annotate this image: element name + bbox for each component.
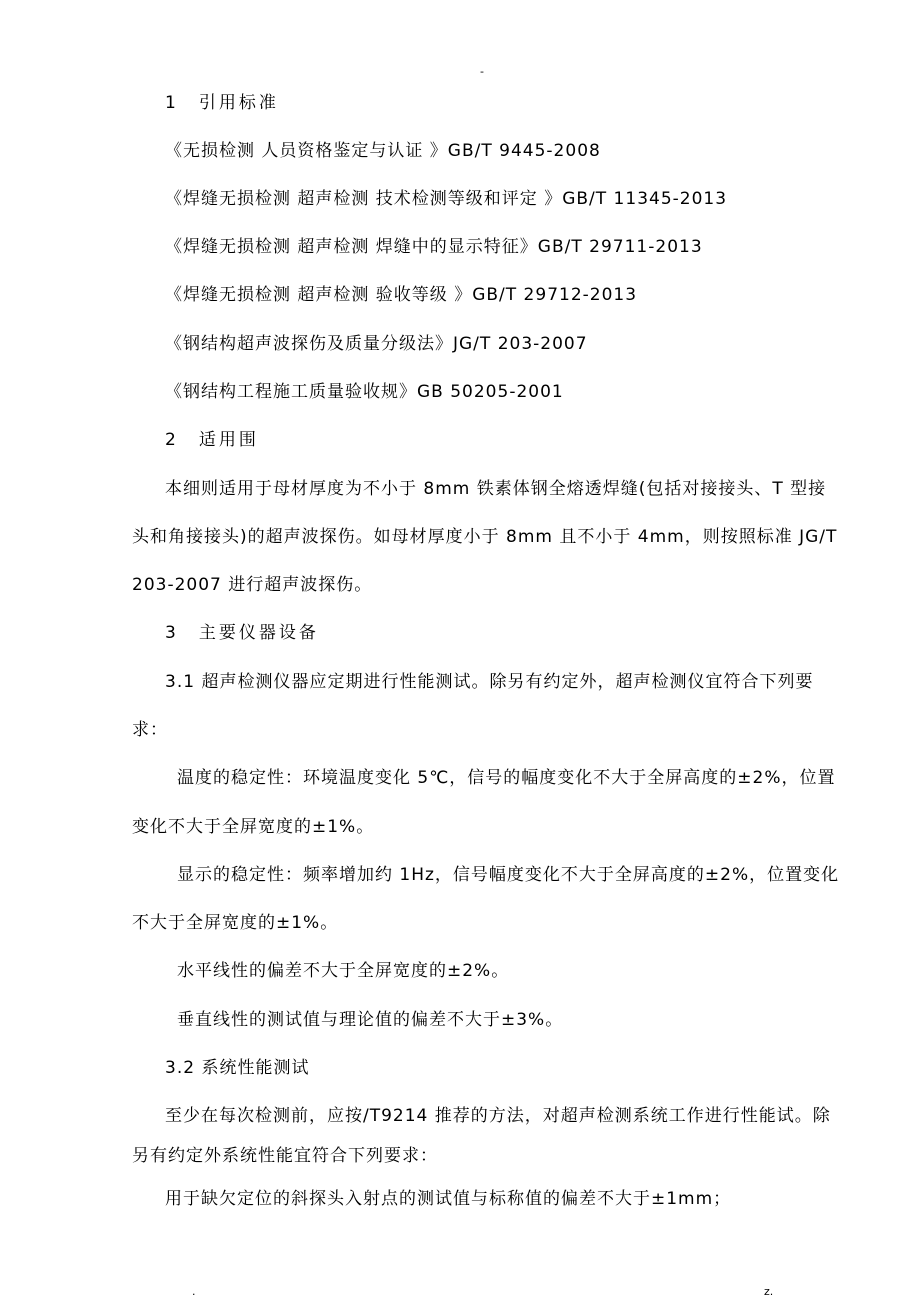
section-3-2-heading: 3.2 系统性能测试 bbox=[165, 1058, 310, 1078]
footer-left-mark: . bbox=[192, 1285, 196, 1298]
reference-item: 《钢结构超声波探伤及质量分级法》JG/T 203-2007 bbox=[165, 334, 588, 354]
temperature-stability-line: 变化不大于全屏宽度的±1%。 bbox=[132, 817, 375, 837]
reference-item: 《焊缝无损检测 超声检测 验收等级 》GB/T 29712-2013 bbox=[165, 285, 638, 305]
reference-item: 《焊缝无损检测 超声检测 技术检测等级和评定 》GB/T 11345-2013 bbox=[165, 189, 728, 209]
footer-right-mark: z. bbox=[764, 1285, 774, 1298]
section-2-paragraph-line: 头和角接接头)的超声波探伤。如母材厚度小于 8mm 且不小于 4mm，则按照标准 JG/T bbox=[132, 527, 838, 547]
temperature-stability-line: 温度的稳定性：环境温度变化 5℃，信号的幅度变化不大于全屏高度的±2%，位置 bbox=[177, 768, 836, 788]
section-2-paragraph-line: 本细则适用于母材厚度为不小于 8mm 铁素体钢全熔透焊缝(包括对接接头、T 型接 bbox=[165, 479, 827, 499]
probe-requirement-line: 用于缺欠定位的斜探头入射点的测试值与标称值的偏差不大于±1mm； bbox=[165, 1189, 732, 1209]
reference-item: 《无损检测 人员资格鉴定与认证 》GB/T 9445-2008 bbox=[165, 141, 601, 161]
section-3-2-paragraph-line: 至少在每次检测前，应按/T9214 推荐的方法，对超声检测系统工作进行性能试。除 bbox=[165, 1106, 831, 1126]
reference-item: 《钢结构工程施工质量验收规》GB 50205-2001 bbox=[165, 382, 564, 402]
section-2-paragraph-line: 203-2007 进行超声波探伤。 bbox=[132, 575, 373, 595]
vertical-linearity-line: 垂直线性的测试值与理论值的偏差不大于±3%。 bbox=[177, 1010, 564, 1030]
display-stability-line: 不大于全屏宽度的±1%。 bbox=[132, 913, 339, 933]
section-2-heading: 2 适用围 bbox=[165, 430, 259, 450]
section-3-2-paragraph-line: 另有约定外系统性能宜符合下列要求： bbox=[132, 1146, 438, 1166]
reference-item: 《焊缝无损检测 超声检测 焊缝中的显示特征》GB/T 29711-2013 bbox=[165, 237, 703, 257]
display-stability-line: 显示的稳定性：频率增加约 1Hz，信号幅度变化不大于全屏高度的±2%，位置变化 bbox=[177, 865, 840, 885]
section-3-heading: 3 主要仪器设备 bbox=[165, 623, 319, 643]
header-mark: - bbox=[480, 65, 484, 78]
section-1-heading: 1 引用标准 bbox=[165, 93, 279, 113]
section-3-1-line: 3.1 超声检测仪器应定期进行性能测试。除另有约定外，超声检测仪宜符合下列要 bbox=[165, 672, 814, 692]
section-3-1-line: 求： bbox=[132, 720, 168, 740]
horizontal-linearity-line: 水平线性的偏差不大于全屏宽度的±2%。 bbox=[177, 961, 510, 981]
